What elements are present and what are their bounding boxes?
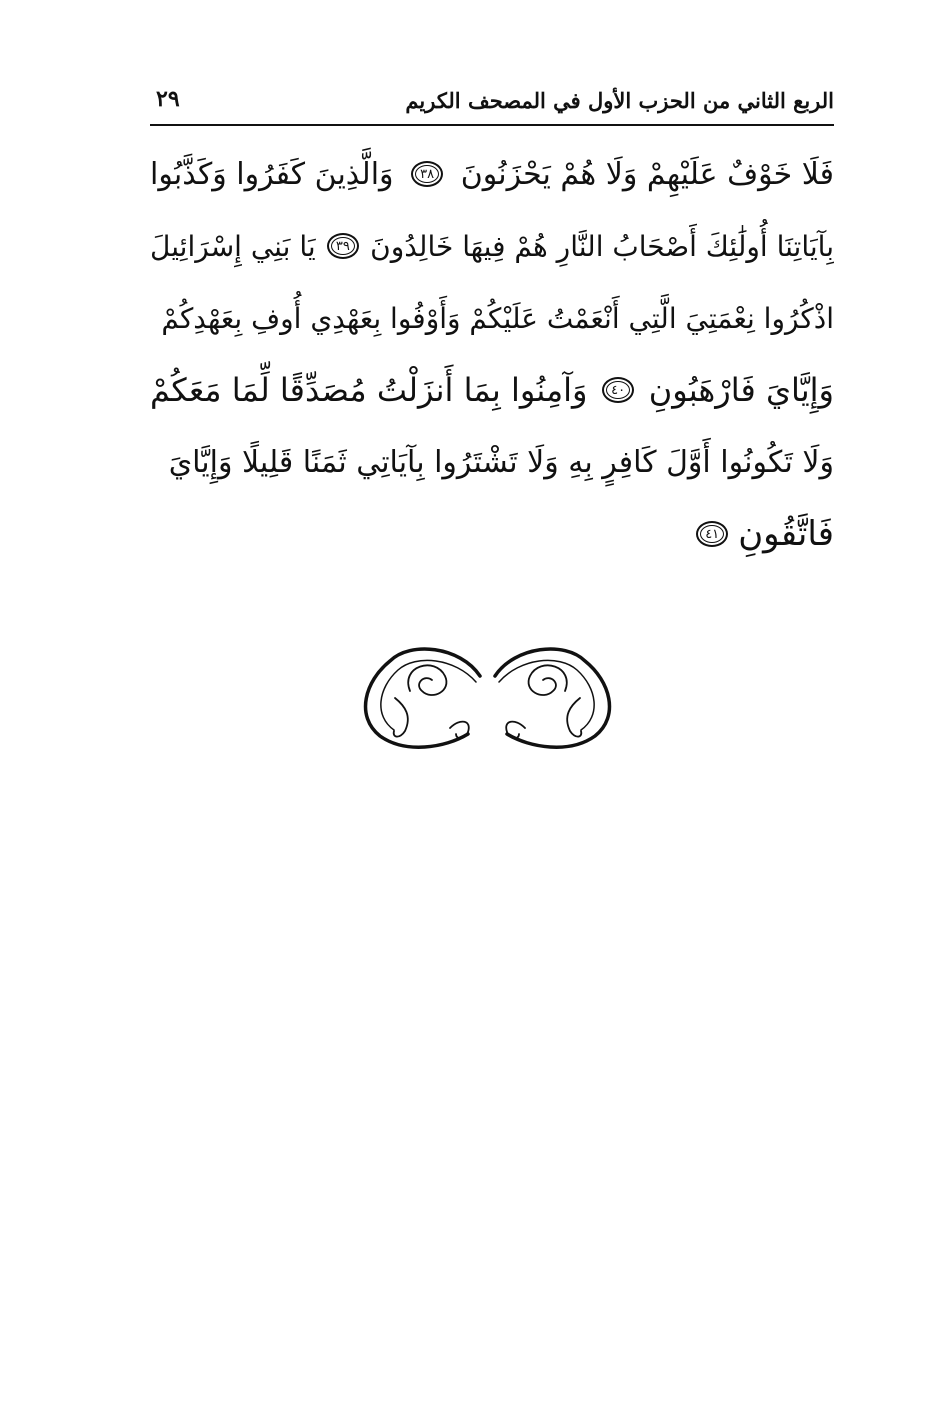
verse-text: فَلَا خَوْفٌ عَلَيْهِمْ وَلَا هُمْ يَحْزَنُونَ bbox=[460, 156, 834, 192]
ayah-marker-icon: ٤٠ bbox=[602, 377, 634, 403]
text-line-4 bbox=[150, 354, 834, 426]
verse-text: فَاتَّقُونِ bbox=[738, 514, 834, 554]
page-header bbox=[150, 84, 834, 122]
page-number: ٢٩ bbox=[156, 86, 180, 112]
ayah-marker-icon: ٣٨ bbox=[411, 161, 443, 187]
running-title: الربع الثاني من الحزب الأول في المصحف الكريم bbox=[405, 88, 834, 113]
verse-text: وَلَا تَكُونُوا أَوَّلَ كَافِرٍ بِهِ وَلَا تَشْتَرُوا بِآيَاتِي ثَمَنًا قَلِيلًا وَإِيَّايَ bbox=[168, 444, 834, 480]
verse-text: وَآمِنُوا بِمَا أَنزَلْتُ مُصَدِّقًا لِّمَا مَعَكُمْ bbox=[150, 371, 588, 409]
text-line-5 bbox=[150, 426, 834, 498]
quran-text-block bbox=[150, 138, 834, 570]
header-rule bbox=[150, 124, 834, 126]
verse-text: يَا بَنِي إِسْرَائِيلَ bbox=[150, 229, 316, 263]
text-line-6 bbox=[150, 498, 834, 570]
ornament-right-flourish bbox=[495, 649, 609, 747]
verse-text: وَالَّذِينَ كَفَرُوا وَكَذَّبُوا bbox=[150, 156, 394, 192]
ornament-left-flourish bbox=[366, 649, 480, 747]
text-line-1 bbox=[150, 138, 834, 210]
text-line-2 bbox=[150, 210, 834, 282]
ayah-marker-icon: ٤١ bbox=[696, 521, 728, 547]
text-line-3 bbox=[150, 282, 834, 354]
verse-text: وَإِيَّايَ فَارْهَبُونِ bbox=[648, 371, 834, 409]
verse-text: بِآيَاتِنَا أُولَٰئِكَ أَصْحَابُ النَّارِ هُمْ فِيهَا خَالِدُونَ bbox=[370, 229, 834, 263]
ayah-marker-icon: ٣٩ bbox=[327, 233, 359, 259]
end-of-section-ornament-icon bbox=[350, 636, 625, 756]
verse-text: اذْكُرُوا نِعْمَتِيَ الَّتِي أَنْعَمْتُ عَلَيْكُمْ وَأَوْفُوا بِعَهْدِي أُوفِ بِعَهْدِكُمْ bbox=[161, 301, 834, 335]
